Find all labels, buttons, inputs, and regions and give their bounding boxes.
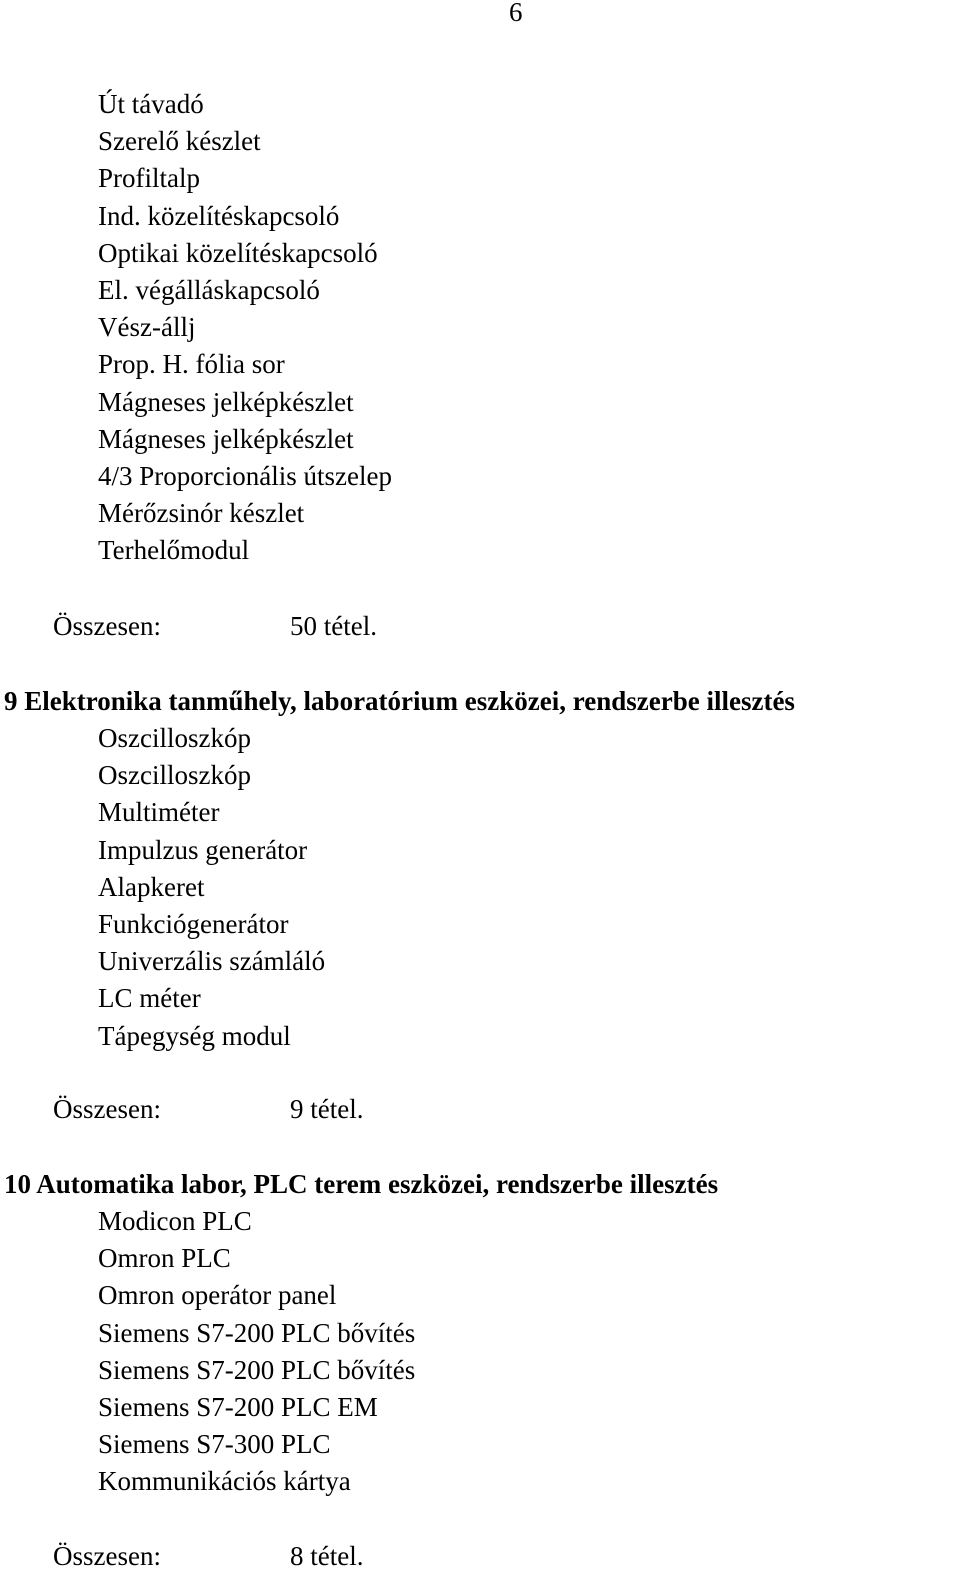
list-item: Profiltalp [98, 163, 200, 194]
list-item: Tápegység modul [98, 1020, 291, 1051]
list-item: Mágneses jelképkészlet [98, 386, 354, 417]
section-total-electronics [53, 1091, 363, 1128]
list-item: Terhelőmodul [98, 535, 250, 566]
page-number: 6 [509, 0, 523, 27]
list-item: Prop. H. fólia sor [98, 349, 285, 380]
equipment-list-continued [98, 86, 392, 569]
list-item: Impulzus generátor [98, 834, 308, 865]
section-total-continued [53, 608, 377, 645]
total-value: 9 tétel. [290, 1094, 364, 1124]
list-item: Omron PLC [98, 1243, 231, 1274]
list-item: Ind. közelítéskapcsoló [98, 200, 340, 231]
list-item: Univerzális számláló [98, 946, 326, 977]
list-item: Siemens S7-200 PLC bővítés [98, 1317, 416, 1348]
list-item: LC méter [98, 983, 201, 1014]
total-label: Összesen: [53, 1541, 161, 1571]
list-item: Siemens S7-200 PLC bővítés [98, 1354, 416, 1385]
list-item: Oszcilloszkóp [98, 723, 251, 753]
total-label: Összesen: [53, 611, 161, 641]
list-item: Mágneses jelképkészlet [98, 423, 354, 454]
section-heading-automation: 10 Automatika labor, PLC terem eszközei, rendszerbe illesztés [4, 1169, 719, 1199]
list-item: Siemens S7-200 PLC EM [98, 1391, 378, 1422]
list-item: Szerelő készlet [98, 126, 261, 157]
section-total-automation [53, 1538, 363, 1575]
equipment-list-electronics [98, 720, 325, 1055]
list-item: Optikai közelítéskapcsoló [98, 237, 378, 268]
list-item: El. végálláskapcsoló [98, 274, 320, 305]
list-item: Vész-állj [98, 312, 196, 343]
list-item: Multiméter [98, 797, 220, 828]
total-value: 50 tétel. [290, 611, 377, 641]
list-item: Alapkeret [98, 871, 205, 902]
list-item: Siemens S7-300 PLC [98, 1429, 331, 1460]
equipment-list-automation [98, 1203, 415, 1501]
list-item: Oszcilloszkóp [98, 760, 251, 791]
list-item: Omron operátor panel [98, 1280, 337, 1311]
total-value: 8 tétel. [290, 1541, 364, 1571]
list-item: Kommunikációs kártya [98, 1466, 351, 1497]
list-item: Funkciógenerátor [98, 908, 289, 939]
section-heading-electronics: 9 Elektronika tanműhely, laboratórium eszközei, rendszerbe illesztés [4, 686, 795, 716]
list-item: 4/3 Proporcionális útszelep [98, 460, 392, 491]
list-item: Út távadó [98, 89, 204, 119]
list-item: Modicon PLC [98, 1206, 252, 1236]
list-item: Mérőzsinór készlet [98, 498, 305, 529]
total-label: Összesen: [53, 1094, 161, 1124]
